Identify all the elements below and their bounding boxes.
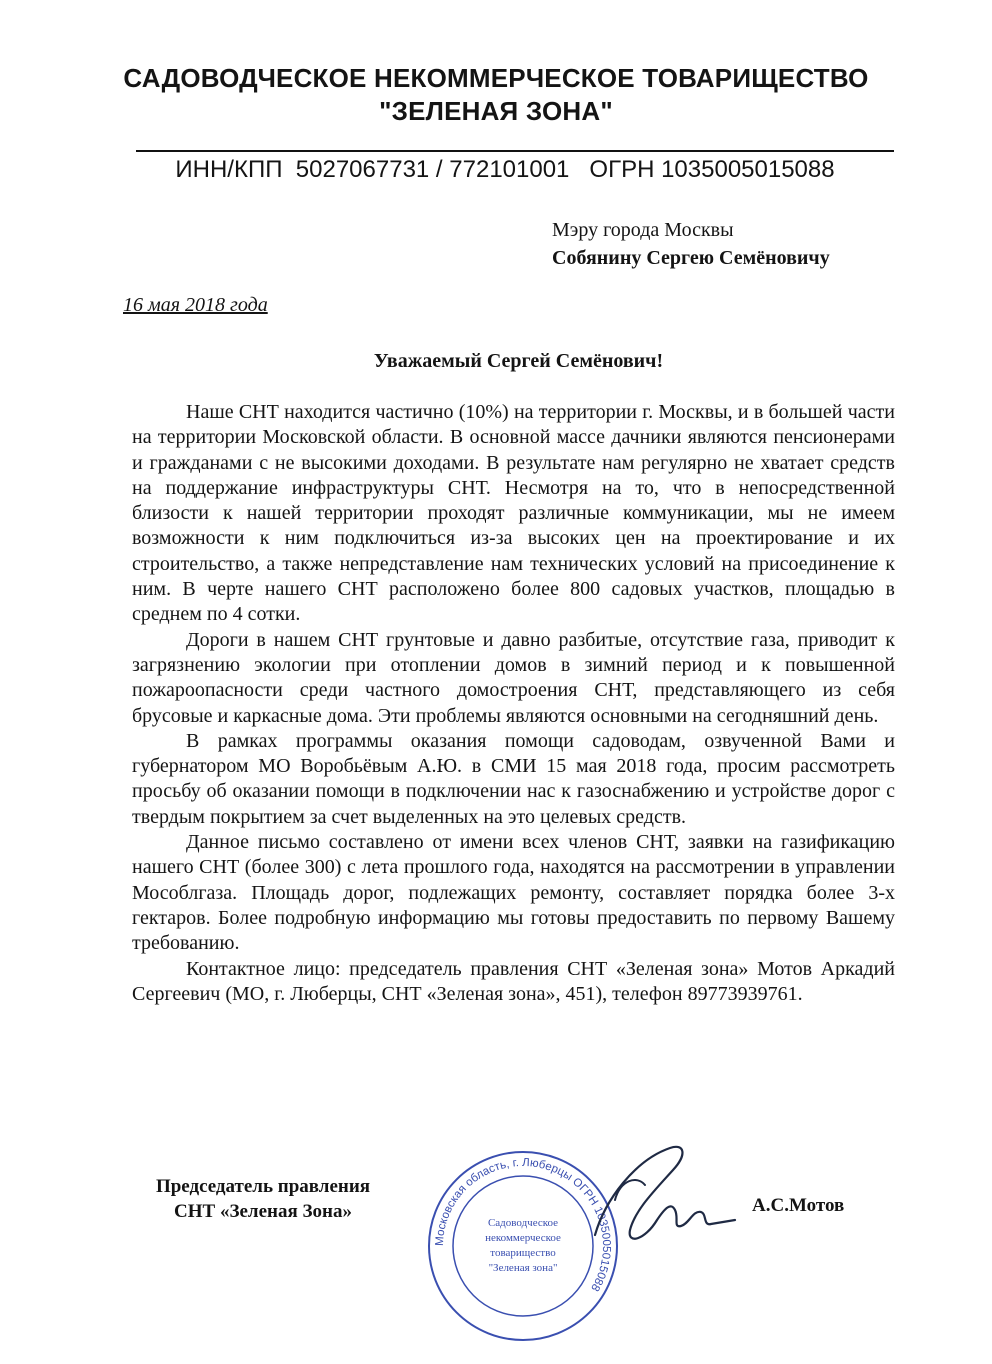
org-name-line1: САДОВОДЧЕСКОЕ НЕКОММЕРЧЕСКОЕ ТОВАРИЩЕСТВО <box>123 63 869 93</box>
position-line1: Председатель правления <box>155 1176 371 1197</box>
signatory-position <box>128 1174 398 1224</box>
letter-date: 16 мая 2018 года <box>123 294 268 316</box>
position-line2: СНТ «Зеленая Зона» <box>174 1201 352 1222</box>
handwritten-signature <box>575 1140 755 1260</box>
stamp-inner-line1: Садоводческое <box>487 1217 559 1229</box>
header-divider <box>136 150 894 152</box>
recipient-name: Собянину Сергею Семёновичу <box>552 247 830 269</box>
paragraph-5: Контактное лицо: председатель правления СНТ «Зеленая зона» Мотов Аркадий Сергеевич (МО, г. Люберцы, СНТ «Зеленая зона», 451), телефон 89773939761. <box>132 957 895 1005</box>
stamp-outer-text-path: Московская область, г. Люберцы ОГРН 1035005015088 <box>433 1156 613 1294</box>
organization-title <box>0 62 992 128</box>
stamp-inner-line2: некоммерческое <box>485 1232 561 1244</box>
signature-stroke <box>595 1147 735 1239</box>
signature-flourish <box>615 1180 645 1200</box>
recipient-block <box>552 216 830 272</box>
signatory-name: А.С.Мотов <box>752 1195 845 1216</box>
recipient-title: Мэру города Москвы <box>552 219 734 241</box>
stamp-inner-ring <box>453 1176 593 1316</box>
paragraph-4: Данное письмо составлено от имени всех членов СНТ, заявки на газификацию нашего СНТ (более 300) с лета прошлого года, находятся на рассмотрении в управлении Мособлгаза. Площадь дорог, подлежащих ремонту, составляет порядка более 3-х гектаров. Более подробную информацию мы готовы предоставить по первому Вашему требованию. <box>132 831 895 955</box>
paragraph-3: В рамках программы оказания помощи садоводам, озвученной Вами и губернатором МО Воробьёвым А.Ю. в СМИ 15 мая 2018 года, просим рассмотреть просьбу об оказании помощи в подключении нас к газоснабжению и устройстве дорог с твердым покрытием за счет выделенных на это целевых средств. <box>132 729 895 828</box>
org-name-line2: "ЗЕЛЕНАЯ ЗОНА" <box>379 96 613 126</box>
registration-numbers: ИНН/КПП 5027067731 / 772101001 ОГРН 1035005015088 <box>175 156 835 183</box>
stamp-inner-line3: товарищество <box>490 1247 556 1259</box>
greeting: Уважаемый Сергей Семёнович! <box>373 350 664 372</box>
letter-body <box>132 400 895 1007</box>
stamp-inner-line4: "Зеленая зона" <box>488 1262 558 1274</box>
paragraph-1: Наше СНТ находится частично (10%) на территории г. Москвы, и в большей части на территории Московской области. В основной массе дачники являются пенсионерами и гражданами с не высокими доходами. В результате нам регулярно не хватает средств на поддержание инфраструктуры СНТ. Несмотря на то, что в непосредственной близости к нашей территории проходят различные коммуникации, мы не имеем возможности к ним подключиться из-за высоких цен на проектирование и их строительство, а также непредставление нам технических условий на присоединение к ним. В черте нашего СНТ расположено более 800 садовых участков, площадью в среднем по 4 сотки. <box>132 401 895 626</box>
paragraph-2: Дороги в нашем СНТ грунтовые и давно разбитые, отсутствие газа, приводит к загрязнению экологии при отоплении домов в зимний период и к повышенной пожароопасности среди частного домостроения СНТ, представляющего из себя брусовые и каркасные дома. Эти проблемы являются основными на сегодняшний день. <box>132 628 895 727</box>
